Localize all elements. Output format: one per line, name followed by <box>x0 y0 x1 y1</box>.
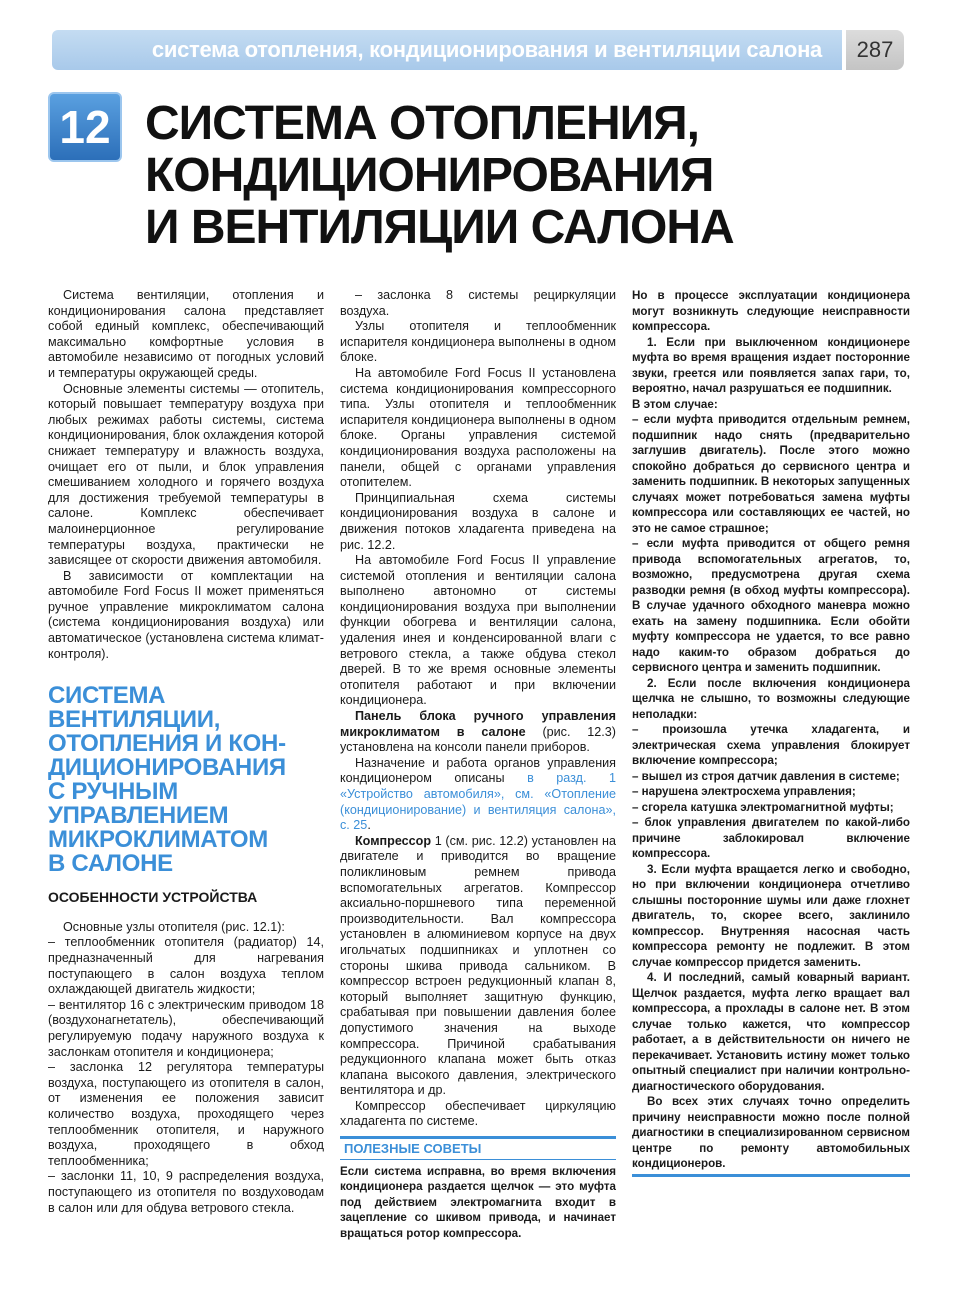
tips-bottom-rule <box>632 1174 910 1177</box>
paragraph: 2. Если после включения кондиционера щелчка не слышно, то возможны следующие неполадки: <box>632 676 910 721</box>
paragraph: На автомобиле Ford Focus II установлена система кондиционирования компрессорного типа. Узлы отопителя и теплообменник испарителя кондиционера выполнены в одном блоке. Органы управления системой кондиционирования воздуха расположены на панели, общей с органами управления отопителем. <box>340 365 616 490</box>
bold-term: Компрессор <box>355 833 432 848</box>
running-title: система отопления, кондиционирования и вентиляции салона <box>151 37 822 62</box>
chapter-title-line: СИСТЕМА ОТОПЛЕНИЯ, <box>145 97 699 150</box>
paragraph: Во всех этих случаях точно определить причину неисправности можно после полной диагностики в специализированном сервисном центре по ремонту автомобильных кондиционеров. <box>632 1095 910 1170</box>
paragraph: Но в процессе эксплуатации кондиционера могут возникнуть следующие неисправности компрессора. <box>632 289 910 333</box>
page-number: 287 <box>856 37 894 62</box>
list-item: – заслонка 8 системы рециркуляции воздуха. <box>340 288 616 318</box>
list-item: – произошла утечка хладагента, и электрическая схема управления блокирует включение компрессора; <box>632 723 910 767</box>
paragraph-text: . <box>367 818 371 833</box>
paragraph: Принципиальная схема системы кондиционирования воздуха в салоне и движения потоков хладагента приведена на рис. 12.2. <box>340 490 616 552</box>
list-item: – если муфта приводится отдельным ремнем, подшипник надо снять (предварительно заглушив двигатель). После этого можно спокойно добраться до сервисного центра и заменить подшипник. В некоторых запущенных случаях может потребоваться замена муфты компрессора или составляющих ее частей, но это не самое страшное; <box>632 413 910 535</box>
section-heading-line: МИКРОКЛИМАТОМ <box>48 826 268 854</box>
section-heading-line: ОТОПЛЕНИЯ И КОН- <box>48 730 286 758</box>
running-title-bar <box>52 30 842 70</box>
section-heading-line: СИСТЕМА <box>48 682 166 710</box>
list-item: – если муфта приводится от общего ремня привода вспомогательных агрегатов, то, возможно, предусмотрена другая схема разводки ремня (в обход муфты компрессора). В случае удачного обходного маневра можно ехать на замену подшипника. Если обойти муфту компрессора не удается, то все равно надо каким-то образом добраться до сервисного центра и заменить подшипник. <box>632 537 910 674</box>
subsection-heading: ОСОБЕННОСТИ УСТРОЙСТВА <box>48 889 258 906</box>
page-number-box <box>846 30 904 70</box>
tips-heading: ПОЛЕЗНЫЕ СОВЕТЫ <box>340 1136 616 1160</box>
paragraph: В зависимости от комплектации на автомобиле Ford Focus II может применяться ручное управление микроклиматом салона (система кондиционирования воздуха) или автоматическое (установлена система климат-контроля). <box>48 568 324 661</box>
section-heading-line: ВЕНТИЛЯЦИИ, <box>48 706 221 734</box>
paragraph: Система вентиляции, отопления и кондиционирования салона представляет собой единый комплекс, обеспечивающий максимально комфортные условия в автомобиле независимо от погодных условий и температуры окружающей среды. <box>48 288 324 380</box>
text-column-1 <box>48 288 324 1216</box>
section-heading-line: ДИЦИОНИРОВАНИЯ <box>48 754 286 782</box>
list-item: – заслонка 12 регулятора температуры воздуха, поступающего из отопителя в салон, от изменения ее положения зависит количество воздуха, проходящего через теплообменник отопителя, и наружного воздуха, проходящего в обход теплообменника; <box>48 1060 324 1168</box>
list-item: – блок управления двигателем по какой-либо причине заблокировал включение компрессора. <box>632 816 910 860</box>
text-column-2 <box>340 288 616 1242</box>
paragraph <box>340 834 616 1099</box>
paragraph: На автомобиле Ford Focus II управление системой отопления и вентиляции салона выполнено автономно от системы кондиционирования воздуха при выполнении функции обогрева и вентиляции салона, удаления инея и конденсированной влаги с ветрового стекла, а также обдува стекол дверей. В то же время основные элементы отопителя работают и при включении кондиционера. <box>340 553 616 708</box>
paragraph: Узлы отопителя и теплообменник испарителя кондиционера выполнены в одном блоке. <box>340 319 616 365</box>
section-heading-line: УПРАВЛЕНИЕМ <box>48 802 229 830</box>
chapter-title <box>145 98 925 254</box>
text-column-3 <box>632 288 910 1177</box>
list-item: – вышел из строя датчик давления в системе; <box>632 769 900 783</box>
paragraph: Основные узлы отопителя (рис. 12.1): <box>63 919 285 934</box>
paragraph-text: (рис. 12.3) установлена на консоли панели приборов. <box>340 724 616 755</box>
tips-text: Если система исправна, во время включения кондиционера раздается щелчок — это муфта под действием электромагнита входит в зацепление со шкивом привода, и начинает вращаться ротор компрессора. <box>340 1164 616 1241</box>
paragraph <box>340 709 616 756</box>
section-heading <box>48 684 324 876</box>
paragraph: 4. И последний, самый коварный вариант. Щелчок раздается, муфта легко вращает вал компрессора, а прохлады в салоне нет. В этом случае только кажется, что компрессор работает, а в действительности он ничего не перекачивает. Установить истину может только опытный специалист при наличии контрольно-диагностического оборудования. <box>632 971 910 1093</box>
list-item: – сгорела катушка электромагнитной муфты; <box>632 800 894 814</box>
paragraph: Компрессор обеспечивает циркуляцию хладагента по системе. <box>340 1098 616 1129</box>
paragraph: 3. Если муфта вращается легко и свободно, но при включении кондиционера отчетливо слышны посторонние шумы или даже глохнет двигатель, то, скорее всего, заклинило компрессор. Внутренняя насосная часть компрессора ремонту не подлежит. В этом случае компрессор придется заменить. <box>632 862 910 969</box>
paragraph-text: Назначение и работа органов управления кондиционером описаны <box>340 755 616 786</box>
section-heading-line: В САЛОНЕ <box>48 850 173 878</box>
list-item: – нарушена электросхема управления; <box>632 785 856 798</box>
list-item: – вентилятор 16 с электрическим приводом 18 (воздухонагнетатель), обеспечивающий регулируемую подачу наружного воздуха к заслонкам отопителя и кондиционера; <box>48 997 324 1059</box>
paragraph-text: 1 (см. рис. 12.2) установлен на двигателе и приводится во вращение поликлиновым ремнем привода вспомогательных агрегатов. Компрессор аксиально-поршневого типа переменной производительности. Вал компрессора установлен в алюминиевом корпусе на двух игольчатых подшипниках и уплотнен со стороны шкива привода сальником. В компрессор встроен редукционный клапан 8, который выполняет защитную функцию, срабатывая при повышении давления более допустимого значения на выходе компрессора. Причиной срабатывания редукционного клапана может быть отказ клапана высокого давления, электрического вентилятора и др. <box>340 833 616 1098</box>
paragraph: 1. Если при выключенном кондиционере муфта во время вращения издает посторонние звуки, греется или появляется запах гари, то, вероятно, начал разрушаться ее подшипник. <box>632 335 910 395</box>
bold-term: Панель блока ручного управления микроклиматом в салоне <box>340 709 616 739</box>
cross-reference-link[interactable]: в разд. 1 «Устройство автомобиля», см. «Отопление (кондиционирование) и вентиляция салона», с. 25 <box>340 771 616 833</box>
chapter-number-badge <box>48 92 122 162</box>
paragraph: Основные элементы системы — отопитель, который повышает температуру воздуха при любых режимах работы системы, система кондиционирования, блок охлаждения которой снижает температуру и влажность воздуха, очищает его от пыли, и блок управления смешиванием холодного и горячего воздуха для достижения требуемой температуры в салоне. Комплекс обеспечивает малоинерционное регулирование температуры воздуха, практически не зависящее от скорости движения автомобиля. <box>48 381 324 568</box>
chapter-number: 12 <box>59 101 111 153</box>
section-heading-line: С РУЧНЫМ <box>48 778 178 806</box>
paragraph: В этом случае: <box>632 397 718 411</box>
list-item: – заслонки 11, 10, 9 распределения воздуха, поступающего из отопителя по воздуховодам в салон или для обдува ветрового стекла. <box>48 1169 324 1215</box>
list-item: – теплообменник отопителя (радиатор) 14, предназначенный для нагревания поступающего в салон воздуха теплом охлаждающей двигатель жидкости; <box>48 935 324 997</box>
paragraph <box>340 756 616 834</box>
chapter-title-line: И ВЕНТИЛЯЦИИ САЛОНА <box>145 201 734 254</box>
chapter-title-line: КОНДИЦИОНИРОВАНИЯ <box>145 149 714 202</box>
